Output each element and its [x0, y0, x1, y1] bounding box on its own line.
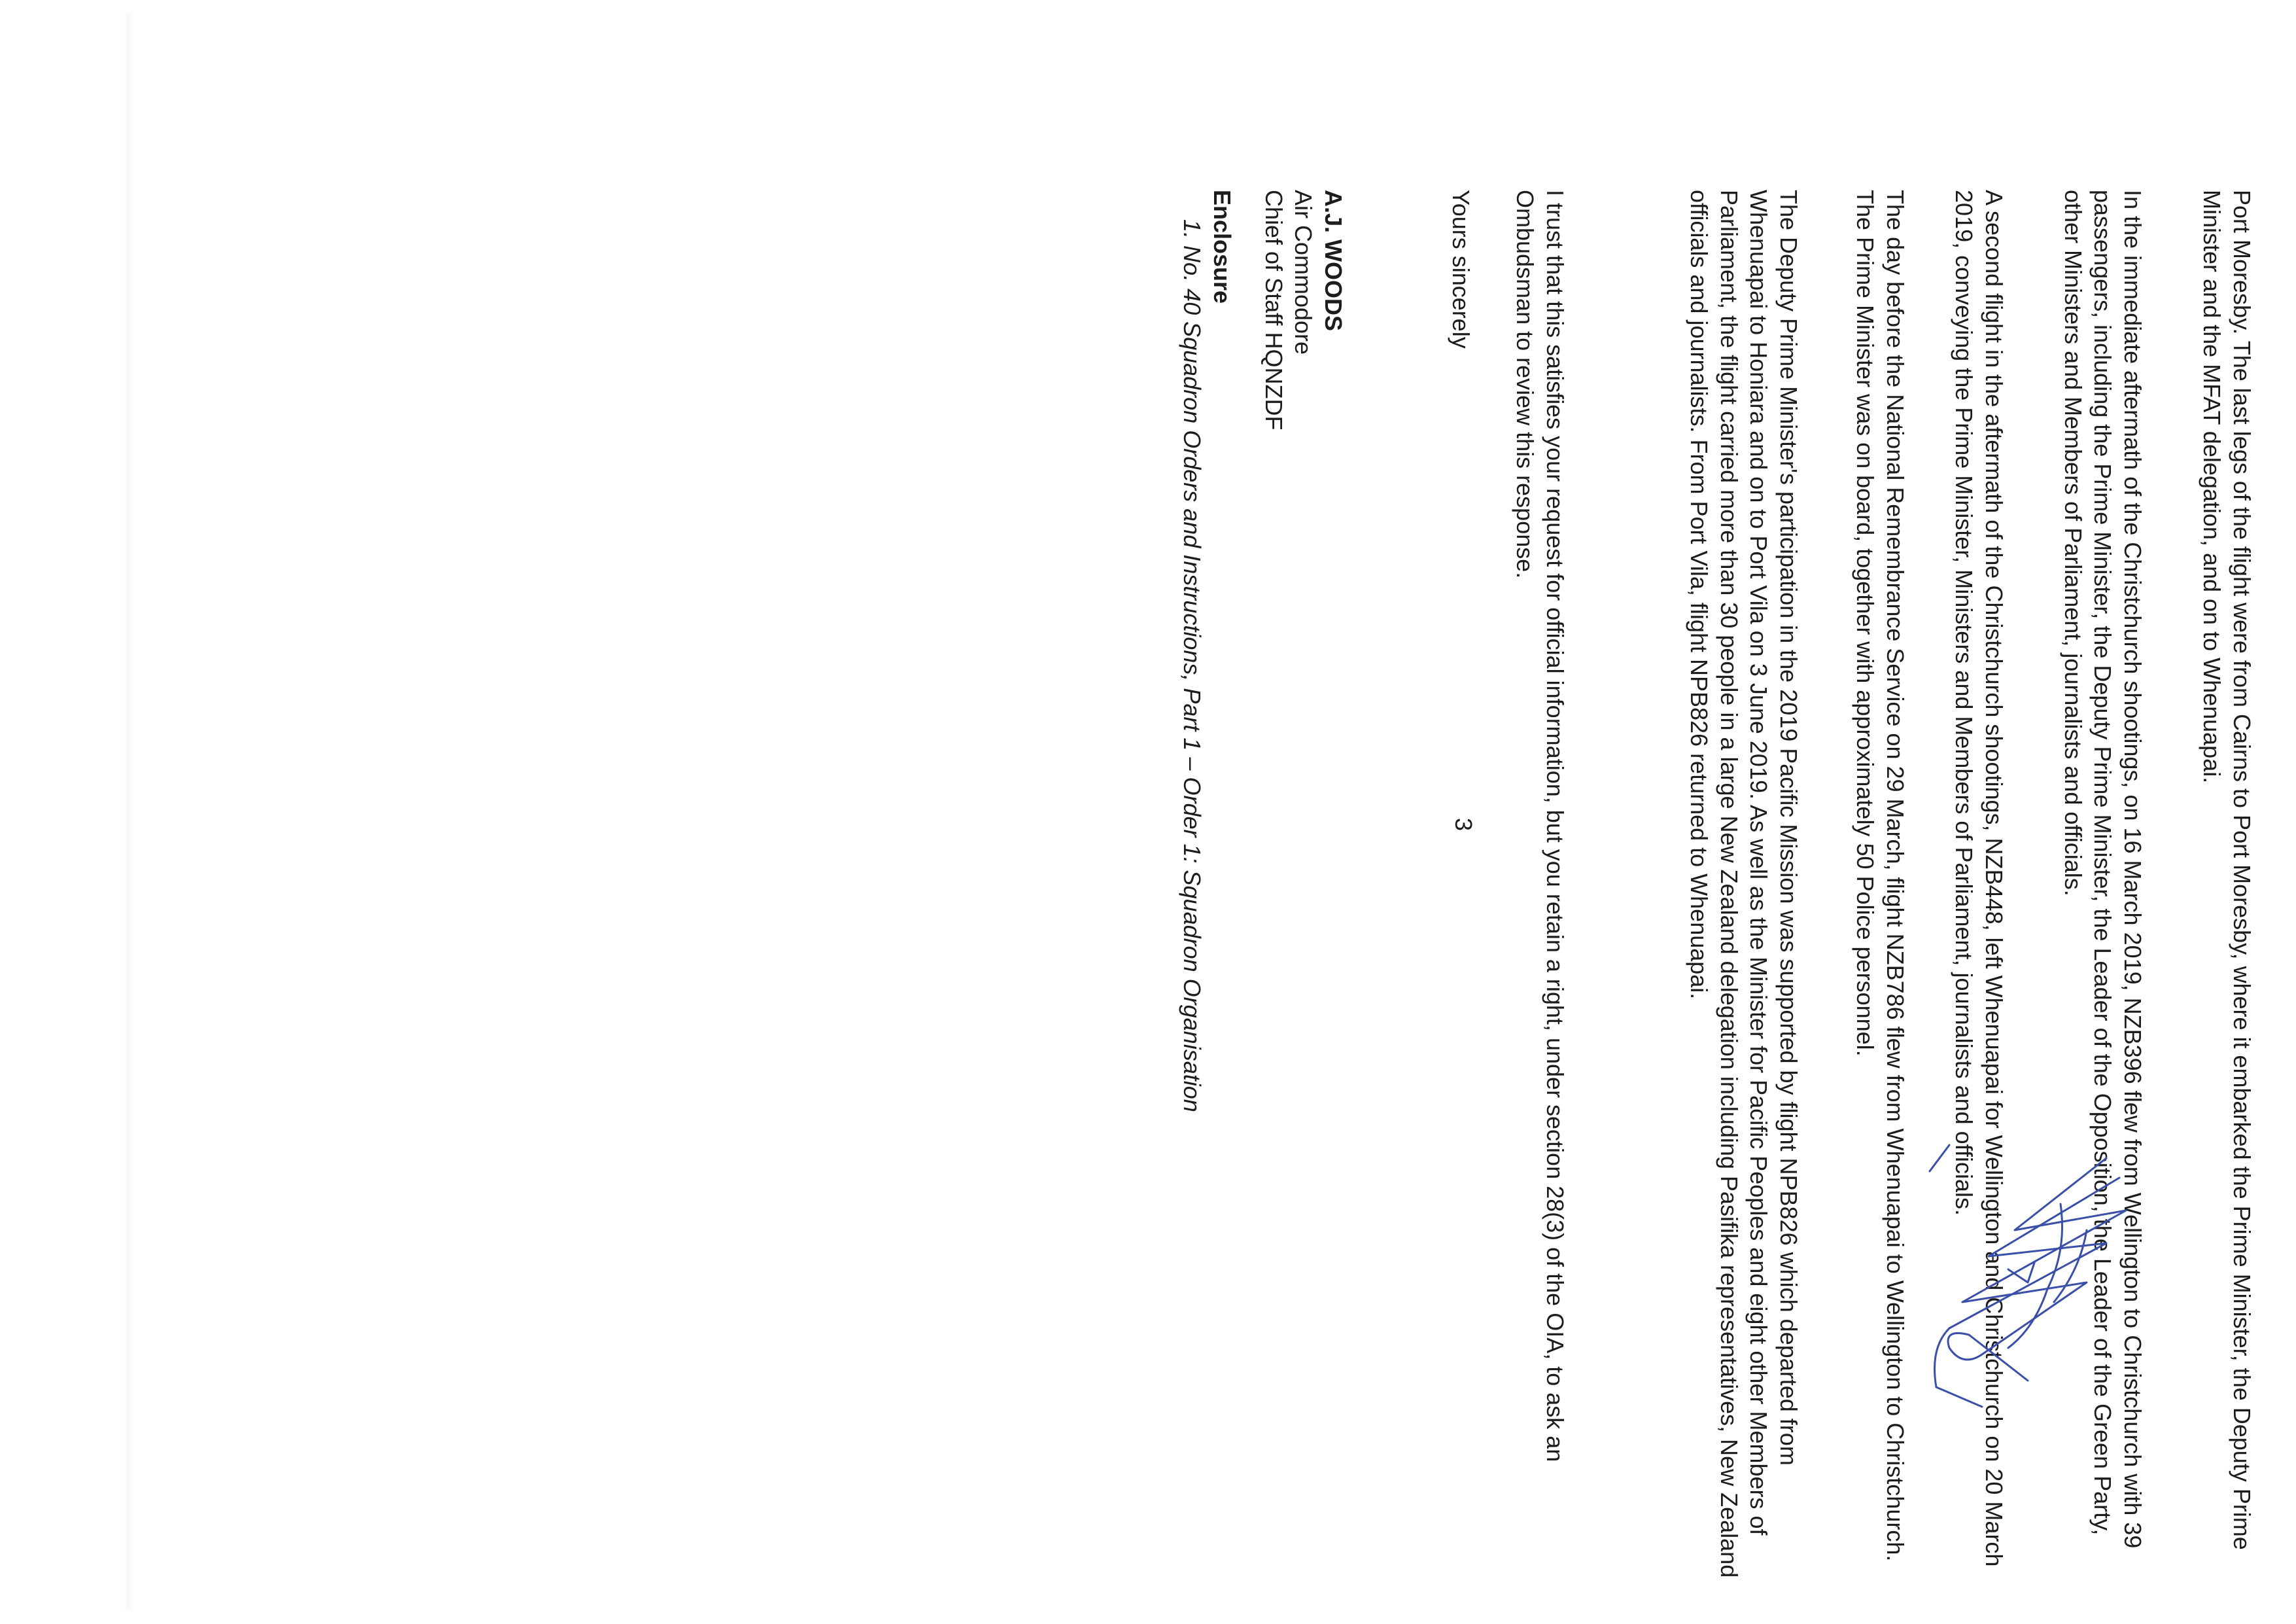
signature-block [1259, 190, 1349, 430]
page-number: 3 [1450, 818, 1477, 832]
signatory-name: A.J. WOODS [1320, 190, 1347, 332]
signatory-title: Chief of Staff HQNZDF [1261, 190, 1287, 431]
handwritten-signature [1923, 1132, 2146, 1413]
scan-edge-shadow [124, 13, 133, 1610]
closing-salutation: Yours sincerely [1448, 190, 1474, 349]
paragraph-nzb786: The day before the National Remembrance Service on 29 March, flight NZB786 flew from Whenuapai to Wellington to Christchurch. The Prime Minister was on board, together with approximately 50 Police personnel. [1852, 190, 1909, 1562]
paragraph-ombudsman: I trust that this satisfies your request for official information, but you retain a right, under section 28(3) of the OIA, to ask an Ombudsman to review this response. [1512, 190, 1569, 1462]
paragraph-flight-legs: Port Moresby. The last legs of the flight were from Cairns to Port Moresby, where it embarked the Prime Minister, the Deputy Prime Minister and the MFAT delegation, and on to Whenuapai. [2199, 190, 2255, 1550]
paragraph-npb826: The Deputy Prime Minister's participation in the 2019 Pacific Mission was supported by flight NPB826 which departed from Whenuapai to Honiara and on to Port Vila on 3 June 2019. As well as the Minister for Pacific Peoples and eight other Members of Parliament, the flight carried more than 30 people in a large New Zealand delegation including Pasifika representatives, New Zealand officials and journalists. From Port Vila, flight NPB826 returned to Whenuapai. [1686, 190, 1802, 1578]
paragraph-nzb448: A second flight in the aftermath of the Christchurch shootings, NZB448, left Whenuapai for Wellington and Christchurch on 20 March 2019, conveying the Prime Minister, Ministers and Members of Parliament, journalists and officials. [1951, 190, 2008, 1567]
enclosure-label: Enclosure [1209, 190, 1236, 304]
paragraph-nzb396: In the immediate aftermath of the Christchurch shootings, on 16 March 2019, NZB396 flew from Wellington to Christchurch with 39 passengers, including the Prime Minister, the Deputy Prime Minister, the Leader of the Opposition, the Leader of the Green Party, other Ministers and Members of Parliament, journalists and officials. [2060, 190, 2146, 1549]
signatory-rank: Air Commodore [1290, 190, 1317, 355]
enclosure-block [1177, 190, 1237, 1112]
enclosure-item: 1. No. 40 Squadron Orders and Instructions, Part 1 – Order 1: Squadron Organisation [1179, 219, 1206, 1112]
